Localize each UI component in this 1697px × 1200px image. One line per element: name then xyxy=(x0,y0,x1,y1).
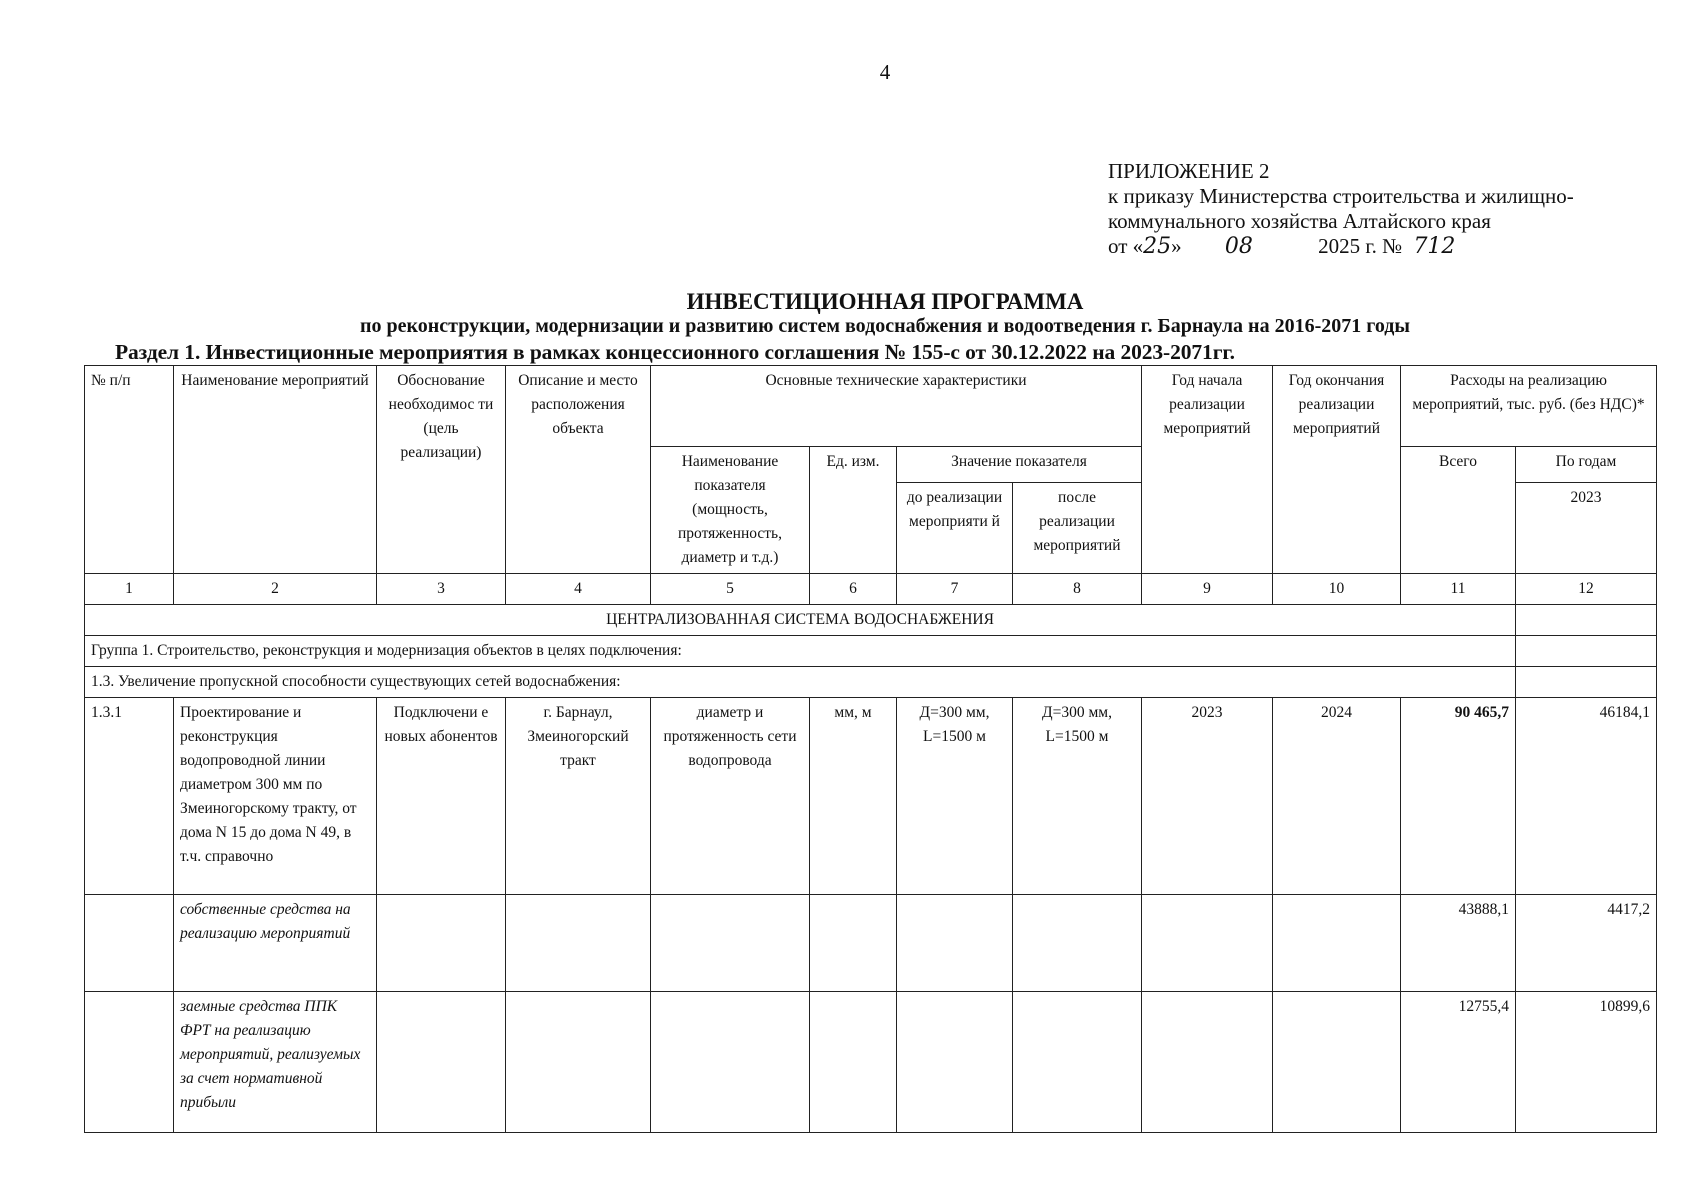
col-number: 12 xyxy=(1516,574,1657,605)
section-title: Раздел 1. Инвестиционные мероприятия в рамках концессионного соглашения № 155-с от 30.12.2022 на 2023-2071гг. xyxy=(115,340,1235,364)
header-before: до реализации мероприяти й xyxy=(897,482,1013,573)
appendix-date-line xyxy=(1108,234,1574,259)
row-num: 1.3.1 xyxy=(85,698,174,895)
subgroup-row-empty xyxy=(1516,667,1657,698)
subgroup-row-label: 1.3. Увеличение пропускной способности существующих сетей водоснабжения: xyxy=(85,667,1516,698)
header-value: Значение показателя xyxy=(897,447,1142,483)
row-empty xyxy=(651,992,810,1133)
date-prefix: от « xyxy=(1108,234,1144,258)
section-row xyxy=(85,605,1657,636)
header-start-year: Год начала реализации мероприятий xyxy=(1142,366,1273,574)
row-start-year: 2023 xyxy=(1142,698,1273,895)
header-after: после реализации мероприятий xyxy=(1013,482,1142,573)
col-number: 3 xyxy=(377,574,506,605)
header-unit: Ед. изм. xyxy=(810,447,897,574)
row-tech-name: диаметр и протяженность сети водопровода xyxy=(651,698,810,895)
row-empty xyxy=(897,895,1013,992)
section-row-label: ЦЕНТРАЛИЗОВАННАЯ СИСТЕМА ВОДОСНАБЖЕНИЯ xyxy=(85,605,1516,636)
investment-table xyxy=(84,365,1657,1133)
col-number: 4 xyxy=(506,574,651,605)
row-before: Д=300 мм, L=1500 м xyxy=(897,698,1013,895)
row-name: Проектирование и реконструкция водопроводной линии диаметром 300 мм по Змеиногорскому тракту, от дома N 15 до дома N 49, в т.ч. справочно xyxy=(174,698,377,895)
group-row-empty xyxy=(1516,636,1657,667)
row-year-2023: 4417,2 xyxy=(1516,895,1657,992)
appendix-title: ПРИЛОЖЕНИЕ 2 xyxy=(1108,159,1270,183)
col-number: 8 xyxy=(1013,574,1142,605)
header-num: № п/п xyxy=(85,366,174,574)
row-empty xyxy=(1142,895,1273,992)
row-end-year: 2024 xyxy=(1273,698,1401,895)
group-row xyxy=(85,636,1657,667)
row-empty xyxy=(1273,992,1401,1133)
row-total: 12755,4 xyxy=(1401,992,1516,1133)
col-number: 5 xyxy=(651,574,810,605)
header-description: Описание и место расположения объекта xyxy=(506,366,651,574)
table-row xyxy=(85,992,1657,1133)
page-number: 4 xyxy=(879,60,891,84)
col-number: 9 xyxy=(1142,574,1273,605)
row-year-2023: 10899,6 xyxy=(1516,992,1657,1133)
col-number: 1 xyxy=(85,574,174,605)
year-label: 2025 г. № xyxy=(1318,234,1403,258)
header-row-1 xyxy=(85,366,1657,447)
header-tech: Основные технические характеристики xyxy=(651,366,1142,447)
header-name: Наименование мероприятий xyxy=(174,366,377,574)
appendix-block xyxy=(1108,159,1574,259)
row-empty xyxy=(651,895,810,992)
row-empty xyxy=(506,992,651,1133)
appendix-line-2: коммунального хозяйства Алтайского края xyxy=(1108,209,1491,233)
col-number: 10 xyxy=(1273,574,1401,605)
handwritten-month: 08 xyxy=(1224,234,1253,259)
row-total: 43888,1 xyxy=(1401,895,1516,992)
row-empty xyxy=(1013,895,1142,992)
header-year-2023: 2023 xyxy=(1516,482,1657,573)
row-num xyxy=(85,895,174,992)
header-end-year: Год окончания реализации мероприятий xyxy=(1273,366,1401,574)
appendix-line-1: к приказу Министерства строительства и жилищно- xyxy=(1108,184,1574,208)
table-row xyxy=(85,698,1657,895)
section-row-empty xyxy=(1516,605,1657,636)
col-number: 6 xyxy=(810,574,897,605)
row-empty xyxy=(810,992,897,1133)
row-empty xyxy=(897,992,1013,1133)
row-empty xyxy=(1013,992,1142,1133)
row-empty xyxy=(506,895,651,992)
row-description: г. Барнаул, Змеиногорский тракт xyxy=(506,698,651,895)
header-justification: Обоснование необходимос ти (цель реализации) xyxy=(377,366,506,574)
row-empty xyxy=(1142,992,1273,1133)
header-by-year: По годам xyxy=(1516,447,1657,483)
group-row-label: Группа 1. Строительство, реконструкция и модернизация объектов в целях подключения: xyxy=(85,636,1516,667)
header-total: Всего xyxy=(1401,447,1516,574)
date-close: » xyxy=(1171,234,1182,258)
row-empty xyxy=(810,895,897,992)
handwritten-day: 25 xyxy=(1143,234,1172,259)
row-unit: мм, м xyxy=(810,698,897,895)
row-empty xyxy=(377,992,506,1133)
row-name: собственные средства на реализацию мероприятий xyxy=(174,895,377,992)
row-empty xyxy=(377,895,506,992)
row-num xyxy=(85,992,174,1133)
col-number: 11 xyxy=(1401,574,1516,605)
column-number-row xyxy=(85,574,1657,605)
row-total: 90 465,7 xyxy=(1401,698,1516,895)
row-justification: Подключени е новых абонентов xyxy=(377,698,506,895)
header-expenses: Расходы на реализацию мероприятий, тыс. руб. (без НДС)* xyxy=(1401,366,1657,447)
document-title: ИНВЕСТИЦИОННАЯ ПРОГРАММА xyxy=(686,289,1084,314)
subgroup-row xyxy=(85,667,1657,698)
col-number: 7 xyxy=(897,574,1013,605)
handwritten-order-number: 712 xyxy=(1413,234,1456,259)
row-year-2023: 46184,1 xyxy=(1516,698,1657,895)
row-after: Д=300 мм, L=1500 м xyxy=(1013,698,1142,895)
header-tech-name: Наименование показателя (мощность, протяженность, диаметр и т.д.) xyxy=(651,447,810,574)
row-empty xyxy=(1273,895,1401,992)
col-number: 2 xyxy=(174,574,377,605)
table-row xyxy=(85,895,1657,992)
document-subtitle: по реконструкции, модернизации и развитию систем водоснабжения и водоотведения г. Барнаула на 2016-2071 годы xyxy=(360,315,1410,337)
row-name: заемные средства ППК ФРТ на реализацию мероприятий, реализуемых за счет нормативной прибыли xyxy=(174,992,377,1133)
